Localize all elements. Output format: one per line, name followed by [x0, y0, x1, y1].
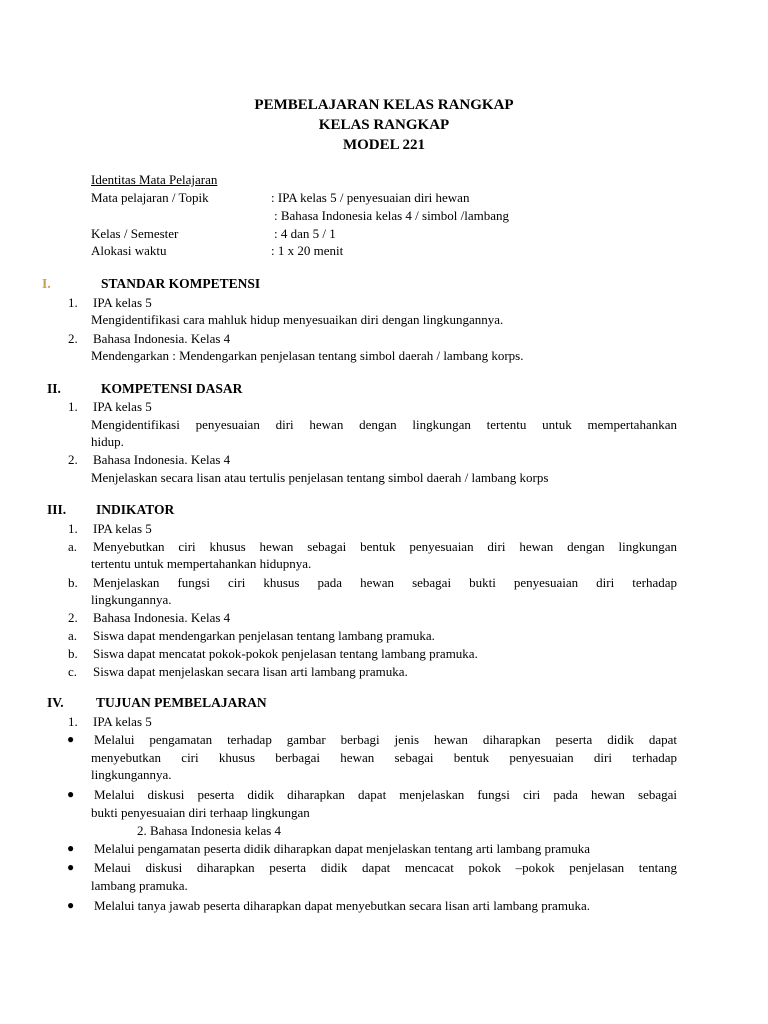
- sec4-g1-b1-line1: Melalui pengamatan terhadap gambar berbagi jenis hewan diharapkan peserta didik dapat: [94, 732, 677, 747]
- bullet-icon: ●: [67, 732, 75, 746]
- sec3-g2-number: 2.: [68, 610, 78, 625]
- sec3-g2-c-marker: c.: [68, 664, 78, 679]
- sec3-g2-a-marker: a.: [68, 628, 78, 643]
- sec3-g2-b-marker: b.: [68, 646, 78, 661]
- bullet-icon: ●: [67, 898, 75, 912]
- sec2-item2-number: 2.: [68, 452, 78, 467]
- sec4-g2-b3-text: Melalui tanya jawab peserta diharapkan dapat menyebutkan secara lisan arti lambang pramuka.: [94, 898, 590, 913]
- sec3-g1-number: 1.: [68, 521, 78, 536]
- bullet-icon: ●: [67, 787, 75, 801]
- sec1-item2-label: Bahasa Indonesia. Kelas 4: [93, 331, 231, 346]
- sec2-title: KOMPETENSI DASAR: [101, 381, 243, 396]
- sec1-number: I.: [42, 276, 51, 291]
- sec2-item2-text: Menjelaskan secara lisan atau tertulis penjelasan tentang simbol daerah / lambang korps: [91, 470, 549, 485]
- doc-title-line3: MODEL 221: [342, 137, 426, 153]
- sec3-g1-b-line2: lingkungannya.: [91, 592, 172, 607]
- doc-title-line1: PEMBELAJARAN KELAS RANGKAP: [254, 97, 514, 113]
- sec2-item1-text-line1: Mengidentifikasi penyesuaian diri hewan dengan lingkungan tertentu untuk mempertahankan: [91, 417, 677, 432]
- bullet-icon: ●: [67, 860, 75, 874]
- identitas-value-topik-2: : Bahasa Indonesia kelas 4 / simbol /lambang: [274, 208, 510, 223]
- sec3-title: INDIKATOR: [96, 502, 175, 517]
- sec3-g2-a-text: Siswa dapat mendengarkan penjelasan tentang lambang pramuka.: [93, 628, 435, 643]
- identitas-value-topik: : IPA kelas 5 / penyesuaian diri hewan: [271, 190, 470, 205]
- sec4-g1-b1-line2: menyebutkan ciri khusus berbagai hewan sebagai bentuk penyesuaian diri terhadap: [91, 750, 677, 765]
- sec3-g1-a-marker: a.: [68, 539, 78, 554]
- sec4-g2-label: 2. Bahasa Indonesia kelas 4: [137, 823, 282, 838]
- sec3-g1-b-marker: b.: [68, 575, 78, 590]
- sec2-item1-text-line2: hidup.: [91, 434, 124, 449]
- sec4-g2-b2-line2: lambang pramuka.: [91, 878, 188, 893]
- sec2-number: II.: [47, 381, 61, 396]
- sec4-g1-b2-line1: Melalui diskusi peserta didik diharapkan dapat menjelaskan fungsi ciri pada hewan sebagai: [94, 787, 677, 802]
- identitas-value-alokasi: : 1 x 20 menit: [271, 243, 344, 258]
- identitas-heading: Identitas Mata Pelajaran: [91, 172, 218, 187]
- sec3-g2-c-text: Siswa dapat menjelaskan secara lisan arti lambang pramuka.: [93, 664, 408, 679]
- sec3-g2-label: Bahasa Indonesia. Kelas 4: [93, 610, 231, 625]
- identitas-label-alokasi: Alokasi waktu: [91, 243, 167, 258]
- doc-title-line2: KELAS RANGKAP: [318, 117, 450, 133]
- sec3-g2-b-text: Siswa dapat mencatat pokok-pokok penjelasan tentang lambang pramuka.: [93, 646, 478, 661]
- sec3-number: III.: [47, 502, 67, 517]
- sec4-number: IV.: [47, 695, 64, 710]
- sec4-title: TUJUAN PEMBELAJARAN: [96, 695, 267, 710]
- sec4-g1-label: IPA kelas 5: [93, 714, 152, 729]
- identitas-label-topik: Mata pelajaran / Topik: [91, 190, 209, 205]
- sec2-item2-label: Bahasa Indonesia. Kelas 4: [93, 452, 231, 467]
- sec1-item2-text: Mendengarkan : Mendengarkan penjelasan tentang simbol daerah / lambang korps.: [91, 348, 524, 363]
- bullet-icon: ●: [67, 841, 75, 855]
- sec3-g1-b-line1: Menjelaskan fungsi ciri khusus pada hewan sebagai bukti penyesuaian diri terhadap: [93, 575, 677, 590]
- sec2-item1-number: 1.: [68, 399, 78, 414]
- sec4-g1-b2-line2: bukti penyesuaian diri terhaap lingkungan: [91, 805, 310, 820]
- sec1-item2-number: 2.: [68, 331, 78, 346]
- sec2-item1-label: IPA kelas 5: [93, 399, 152, 414]
- sec3-g1-a-line2: tertentu untuk mempertahankan hidupnya.: [91, 556, 312, 571]
- identitas-value-kelas: : 4 dan 5 / 1: [274, 226, 336, 241]
- identitas-label-kelas: Kelas / Semester: [91, 226, 179, 241]
- sec4-g2-b2-line1: Melaui diskusi diharapkan peserta didik dapat mencacat pokok –pokok penjelasan tentang: [94, 860, 677, 875]
- sec3-g1-label: IPA kelas 5: [93, 521, 152, 536]
- sec1-title: STANDAR KOMPETENSI: [101, 276, 261, 291]
- sec4-g2-b1-text: Melalui pengamatan peserta didik diharapkan dapat menjelaskan tentang arti lambang pramuka: [94, 841, 590, 856]
- sec4-g1-number: 1.: [68, 714, 78, 729]
- sec1-item1-label: IPA kelas 5: [93, 295, 152, 310]
- sec1-item1-number: 1.: [68, 295, 78, 310]
- sec1-item1-text: Mengidentifikasi cara mahluk hidup menyesuaikan diri dengan lingkungannya.: [91, 312, 504, 327]
- sec3-g1-a-line1: Menyebutkan ciri khusus hewan sebagai bentuk penyesuaian diri hewan dengan lingkungan: [93, 539, 677, 554]
- sec4-g1-b1-line3: lingkungannya.: [91, 767, 172, 782]
